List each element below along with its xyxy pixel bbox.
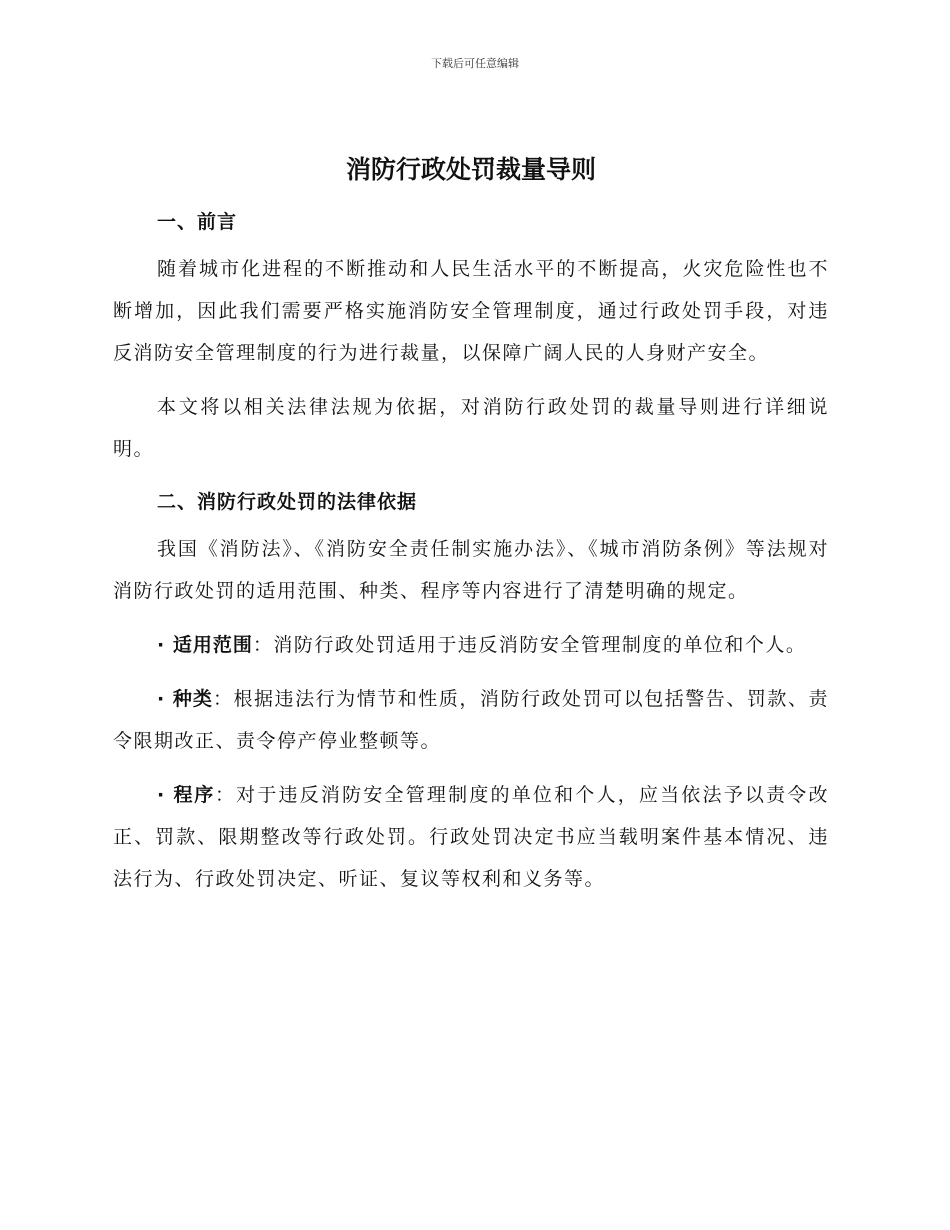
paragraph: 我国《消防法》、《消防安全责任制实施办法》、《城市消防条例》等法规对消防行政处罚的适用范围、种类、程序等内容进行了清楚明确的规定。 <box>113 538 829 602</box>
document-title: 消防行政处罚裁量导则 <box>345 155 596 184</box>
page-header-note: 下载后可任意编辑 <box>431 57 519 70</box>
bullet-text: ：对于违反消防安全管理制度的单位和个人，应当依法予以责令改正、罚款、限期整改等行政处罚。行政处罚决定书应当载明案件基本情况、违法行为、行政处罚决定、听证、复议等权利和义务等。 <box>113 784 829 890</box>
bullet-item-types <box>113 678 829 762</box>
section-heading-legal-basis: 二、消防行政处罚的法律依据 <box>157 491 418 513</box>
bullet-text: ：消防行政处罚适用于违反消防安全管理制度的单位和个人。 <box>252 634 807 656</box>
paragraph: 随着城市化进程的不断推动和人民生活水平的不断提高，火灾危险性也不断增加，因此我们需要严格实施消防安全管理制度，通过行政处罚手段，对违反消防安全管理制度的行为进行裁量，以保障广阔人民的人身财产安全。 <box>113 258 829 364</box>
paragraph: 本文将以相关法律法规为依据，对消防行政处罚的裁量导则进行详细说明。 <box>113 396 829 460</box>
section-heading-preface: 一、前言 <box>157 211 238 233</box>
bullet-item-scope <box>113 624 829 666</box>
bullet-item-procedure <box>113 774 829 900</box>
bullet-term: · 适用范围 <box>157 634 253 656</box>
document-body <box>113 148 829 912</box>
bullet-term: · 种类 <box>157 688 213 710</box>
bullet-term: · 程序 <box>157 784 215 806</box>
bullet-text: ：根据违法行为情节和性质，消防行政处罚可以包括警告、罚款、责令限期改正、责令停产停业整顿等。 <box>113 688 829 752</box>
